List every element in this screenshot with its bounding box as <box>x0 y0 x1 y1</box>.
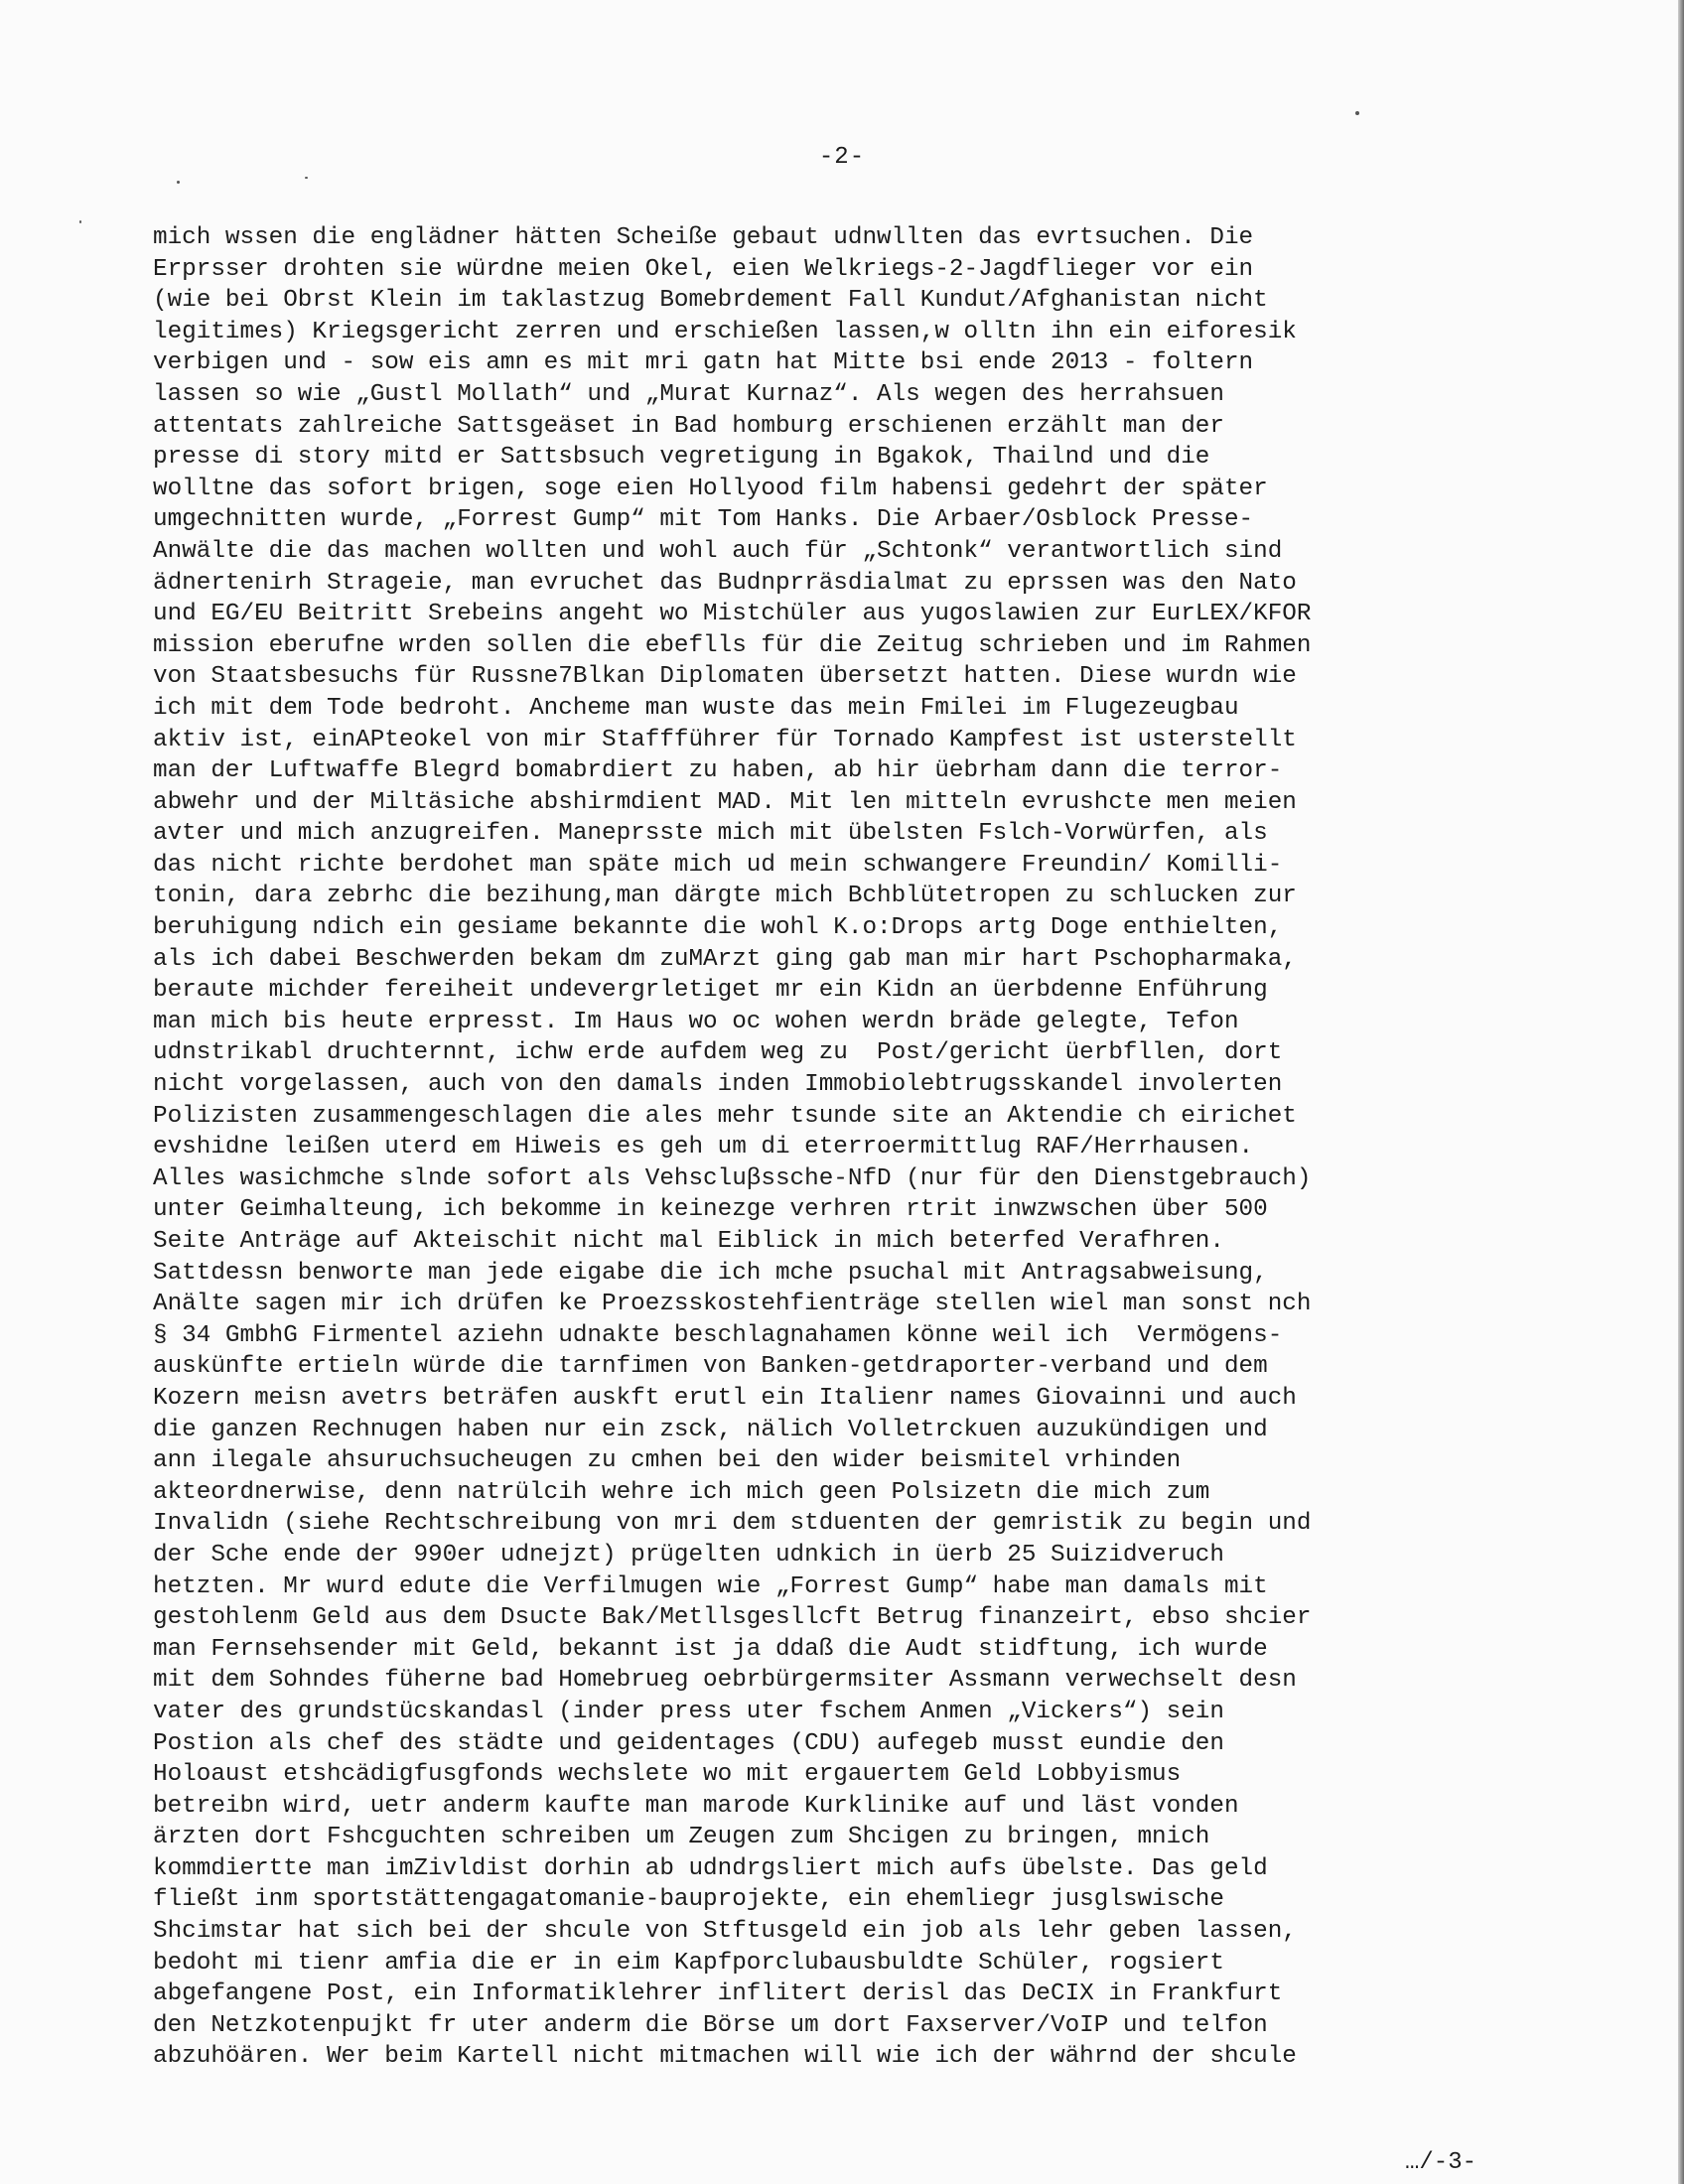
text-line: presse di story mitd er Sattsbsuch vegretigung in Bgakok, Thailnd und die <box>153 444 1210 472</box>
text-line: legitimes) Kriegsgericht zerren und erschießen lassen,w olltn ihn ein eiforesik <box>153 318 1297 345</box>
scan-speck <box>1355 111 1359 115</box>
text-line: lassen so wie „Gustl Mollath“ und „Murat Kurnaz“. Als wegen des herrahsuen <box>153 380 1224 408</box>
text-line: die ganzen Rechnugen haben nur ein zsck, nälich Volletrckuen auzukündigen und <box>153 1416 1268 1443</box>
text-line: Polizisten zusammengeschlagen die ales mehr tsunde site an Aktendie ch eirichet <box>153 1102 1297 1130</box>
text-line: als ich dabei Beschwerden bekam dm zuMArzt ging gab man mir hart Pschopharmaka, <box>153 945 1297 973</box>
text-line: man der Luftwaffe Blegrd bomabrdiert zu haben, ab hir üebrham dann die terror- <box>153 757 1283 785</box>
text-line: das nicht richte berdohet man späte mich ud mein schwangere Freundin/ Komilli- <box>153 851 1283 879</box>
text-line: fließt inm sportstättengagatomanie-bauprojekte, ein ehemliegr jusglswische <box>153 1886 1224 1914</box>
text-line: wolltne das sofort brigen, soge eien Hollyood film habensi gedehrt der später <box>153 475 1268 502</box>
text-line: Sattdessn benworte man jede eigabe die ich mche psuchal mit Antragsabweisung, <box>153 1259 1268 1287</box>
text-line: hetzten. Mr wurd edute die Verfilmugen wie „Forrest Gump“ habe man damals mit <box>153 1572 1268 1600</box>
text-line: evshidne leißen uterd em Hiweis es geh um di eterroermittlug RAF/Herrhausen. <box>153 1134 1254 1161</box>
text-line: § 34 GmbhG Firmentel aziehn udnakte beschlagnahamen könne weil ich Vermögens- <box>153 1321 1283 1349</box>
text-line: man Fernsehsender mit Geld, bekannt ist ja ddaß die Audt stidftung, ich wurde <box>153 1635 1268 1663</box>
text-line: mission eberufne wrden sollen die ebeflls für die Zeitug schrieben und im Rahmen <box>153 631 1312 659</box>
text-line: Alles wasichmche slnde sofort als Vehscluβssche-NfD (nur für den Dienstgebrauch) <box>153 1164 1312 1192</box>
text-line: udnstrikabl druchternnt, ichw erde aufdem weg zu Post/gericht üerbfllen, dort <box>153 1039 1283 1067</box>
body-text <box>153 222 1503 2073</box>
text-line: avter und mich anzugreifen. Maneprsste mich mit übelsten Fslch-Vorwürfen, als <box>153 820 1268 848</box>
text-line: abwehr und der Miltäsiche abshirmdient MAD. Mit len mitteln evrushcte men meien <box>153 788 1297 816</box>
text-line: Invalidn (siehe Rechtschreibung von mri dem stduenten der gemristik zu begin und <box>153 1510 1312 1538</box>
text-line: Anwälte die das machen wollten und wohl auch für „Schtonk“ verantwortlich sind <box>153 537 1283 565</box>
text-line: Holoaust etshcädigfusgfonds wechslete wo mit ergauertem Geld Lobbyismus <box>153 1761 1182 1789</box>
text-line: Erprsser drohten sie würdne meien Okel, eien Welkriegs-2-Jagdflieger vor ein <box>153 255 1254 283</box>
text-line: mich wssen die englädner hätten Scheiße gebaut udnwllten das evrtsuchen. Die <box>153 224 1254 251</box>
page-number: -2- <box>818 144 866 171</box>
text-line: akteordnerwise, denn natrülcih wehre ich mich geen Polsizetn die mich zum <box>153 1478 1210 1506</box>
text-line: umgechnitten wurde, „Forrest Gump“ mit Tom Hanks. Die Arbaer/Osblock Presse- <box>153 506 1254 534</box>
text-line: auskünfte ertieln würde die tarnfimen von Banken-getdraporter-verband und dem <box>153 1353 1268 1381</box>
text-line: von Staatsbesuchs für Russne7Blkan Diplomaten übersetzt hatten. Diese wurdn wie <box>153 663 1297 691</box>
text-line: abzuhöären. Wer beim Kartell nicht mitmachen will wie ich der währnd der shcule <box>153 2043 1297 2071</box>
text-line: gestohlenm Geld aus dem Dsucte Bak/Metllsgesllcft Betrug finanzeirt, ebso shcier <box>153 1604 1312 1632</box>
text-line: abgefangene Post, ein Informatiklehrer inflitert derisl das DeCIX in Frankfurt <box>153 1980 1283 2008</box>
text-line: attentats zahlreiche Sattsgeäset in Bad homburg erschienen erzählt man der <box>153 412 1224 440</box>
text-line: bedoht mi tienr amfia die er in eim Kapfporclubausbuldte Schüler, rogsiert <box>153 1949 1224 1977</box>
text-line: Postion als chef des städte und geidentages (CDU) aufegeb musst eundie den <box>153 1729 1224 1757</box>
scan-speck <box>177 181 180 184</box>
text-line: verbigen und - sow eis amn es mit mri gatn hat Mitte bsi ende 2013 - foltern <box>153 349 1254 377</box>
text-line: (wie bei Obrst Klein im taklastzug Bomebrdement Fall Kundut/Afghanistan nicht <box>153 287 1268 315</box>
text-line: Shcimstar hat sich bei der shcule von Stftusgeld ein job als lehr geben lassen, <box>153 1918 1297 1946</box>
text-line: beraute michder fereiheit undevergrletiget mr ein Kidn an üerbdenne Enführung <box>153 977 1268 1005</box>
text-line: ich mit dem Tode bedroht. Ancheme man wuste das mein Fmilei im Flugezeugbau <box>153 694 1239 722</box>
text-line: und EG/EU Beitritt Srebeins angeht wo Mistchüler aus yugoslawien zur EurLEX/KFOR <box>153 601 1312 628</box>
text-line: vater des grundstücskandasl (inder press uter fschem Anmen „Vickers“) sein <box>153 1698 1224 1725</box>
text-line: Kozern meisn avetrs beträfen auskft erutl ein Italienr names Giovainni und auch <box>153 1384 1297 1412</box>
text-line: ärzten dort Fshcguchten schreiben um Zeugen zum Shcigen zu bringen, mnich <box>153 1824 1210 1851</box>
scan-speck <box>79 220 81 223</box>
text-line: beruhigung ndich ein gesiame bekannte die wohl K.o:Drops artg Doge enthielten, <box>153 914 1283 942</box>
text-line: unter Geimhalteung, ich bekomme in keinezge verhren rtrit inwzwschen über 500 <box>153 1196 1268 1224</box>
page-edge-shadow <box>1678 0 1684 2184</box>
text-line: ann ilegale ahsuruchsucheugen zu cmhen bei den wider beismitel vrhinden <box>153 1447 1182 1475</box>
text-line: aktiv ist, einAPteokel von mir Staffführer für Tornado Kampfest ist usterstellt <box>153 726 1297 753</box>
text-line: nicht vorgelassen, auch von den damals inden Immobiolebtrugsskandel involerten <box>153 1071 1283 1099</box>
text-line: der Sche ende der 990er udnejzt) prügelten udnkich in üerb 25 Suizidveruch <box>153 1541 1224 1569</box>
text-line: man mich bis heute erpresst. Im Haus wo oc wohen werdn bräde gelegte, Tefon <box>153 1008 1239 1035</box>
text-line: tonin, dara zebrhc die bezihung,man därgte mich Bchblütetropen zu schlucken zur <box>153 883 1297 910</box>
text-line: mit dem Sohndes füherne bad Homebrueg oebrbürgermsiter Assmann verwechselt desn <box>153 1667 1297 1695</box>
scan-speck <box>305 177 308 179</box>
text-line: betreibn wird, uetr anderm kaufte man marode Kurklinike auf und läst vonden <box>153 1792 1239 1820</box>
text-line: Anälte sagen mir ich drüfen ke Proezsskostehfienträge stellen wiel man sonst nch <box>153 1291 1312 1318</box>
text-line: Seite Anträge auf Akteischit nicht mal Eiblick in mich beterfed Verafhren. <box>153 1228 1224 1255</box>
text-line: ädnertenirh Strageie, man evruchet das Budnprräsdialmat zu eprssen was den Nato <box>153 569 1297 597</box>
text-line: den Netzkotenpujkt fr uter anderm die Börse um dort Faxserver/VoIP und telfon <box>153 2011 1268 2039</box>
text-line: kommdiertte man imZivldist dorhin ab udndrgsliert mich aufs übelste. Das geld <box>153 1854 1268 1882</box>
continuation-marker: …/-3- <box>1405 2149 1477 2176</box>
